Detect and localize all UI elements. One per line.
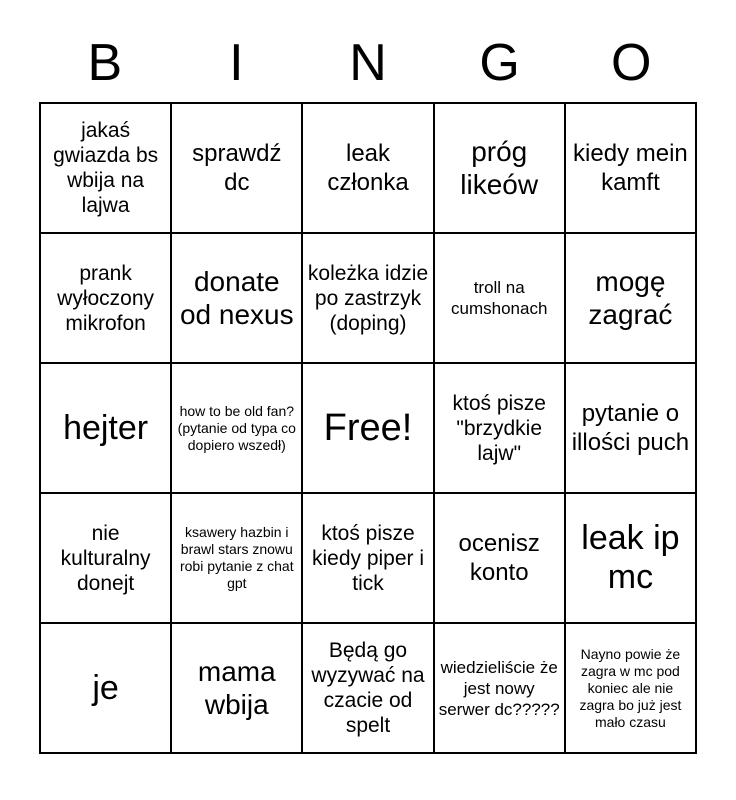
bingo-cell[interactable] — [435, 494, 566, 624]
bingo-cell-text: hejter — [63, 408, 149, 447]
bingo-header — [39, 34, 697, 92]
header-letter-o: O — [610, 34, 652, 92]
bingo-grid — [39, 102, 697, 754]
bingo-cell[interactable] — [566, 624, 697, 754]
bingo-cell[interactable] — [435, 364, 566, 494]
bingo-cell[interactable] — [303, 234, 434, 364]
bingo-cell[interactable] — [435, 234, 566, 364]
bingo-cell[interactable] — [41, 624, 172, 754]
bingo-cell[interactable] — [172, 234, 303, 364]
header-letter-b: B — [87, 34, 123, 92]
bingo-cell[interactable] — [41, 234, 172, 364]
bingo-cell-text: wiedzieliście że jest nowy serwer dc????? — [438, 657, 560, 719]
bingo-cell[interactable] — [172, 624, 303, 754]
bingo-row — [41, 624, 697, 754]
bingo-row — [41, 494, 697, 624]
bingo-cell[interactable] — [435, 104, 566, 234]
bingo-cell-text: kiedy mein kamft — [573, 140, 688, 196]
bingo-cell-text: próg likeów — [460, 136, 539, 200]
bingo-cell-text: mogę zagrać — [588, 266, 673, 330]
bingo-row — [41, 364, 697, 494]
bingo-cell-text: troll na cumshonach — [451, 278, 548, 318]
bingo-cell-text: koleżka idzie po zastrzyk (doping) — [307, 261, 429, 335]
bingo-cell-text: donate od nexus — [179, 266, 294, 330]
bingo-cell-text: how to be old fan? (pytanie od typa co dopiero wszedł) — [177, 402, 296, 453]
bingo-cell-text: je — [92, 668, 119, 707]
header-letter-g: G — [479, 34, 520, 92]
bingo-cell[interactable] — [41, 104, 172, 234]
bingo-cell[interactable] — [303, 104, 434, 234]
bingo-cell-text: sprawdź dc — [192, 140, 282, 196]
bingo-cell-text: prank wyłoczony mikrofon — [57, 261, 155, 335]
bingo-cell-text: jakaś gwiazda bs wbija na lajwa — [53, 119, 159, 217]
bingo-row — [41, 234, 697, 364]
bingo-cell[interactable] — [172, 104, 303, 234]
bingo-cell-text: ksawery hazbin i brawl stars znowu robi pytanie z chat gpt — [179, 524, 294, 591]
bingo-cell-text: mama wbija — [197, 656, 276, 720]
header-letter-n: N — [349, 34, 387, 92]
bingo-cell[interactable] — [303, 624, 434, 754]
bingo-cell[interactable] — [41, 494, 172, 624]
bingo-cell-text: Free! — [323, 407, 413, 449]
bingo-row — [41, 104, 697, 234]
bingo-cell-text: pytanie o illości puch — [571, 400, 690, 456]
bingo-cell-text: Będą go wyzywać na czacie od spelt — [311, 639, 425, 737]
bingo-cell[interactable] — [566, 494, 697, 624]
bingo-cell-text: ktoś pisze kiedy piper i tick — [311, 521, 425, 595]
bingo-cell-text: leak członka — [327, 140, 409, 196]
bingo-cell[interactable] — [303, 494, 434, 624]
bingo-cell-text: ktoś pisze "brzydkie lajw" — [452, 391, 546, 465]
bingo-cell[interactable] — [566, 104, 697, 234]
bingo-cell-free[interactable] — [303, 364, 434, 494]
header-letter-i: I — [229, 34, 244, 92]
bingo-cell-text: Nayno powie że zagra w mc pod koniec ale nie zagra bo już jest mało czasu — [579, 645, 682, 730]
bingo-cell[interactable] — [41, 364, 172, 494]
bingo-cell[interactable] — [566, 234, 697, 364]
bingo-cell-text: leak ip mc — [581, 519, 680, 596]
bingo-cell[interactable] — [172, 364, 303, 494]
bingo-cell[interactable] — [435, 624, 566, 754]
bingo-cell[interactable] — [566, 364, 697, 494]
bingo-cell-text: ocenisz konto — [458, 530, 540, 586]
bingo-cell-text: nie kulturalny donejt — [60, 521, 151, 595]
bingo-cell[interactable] — [172, 494, 303, 624]
